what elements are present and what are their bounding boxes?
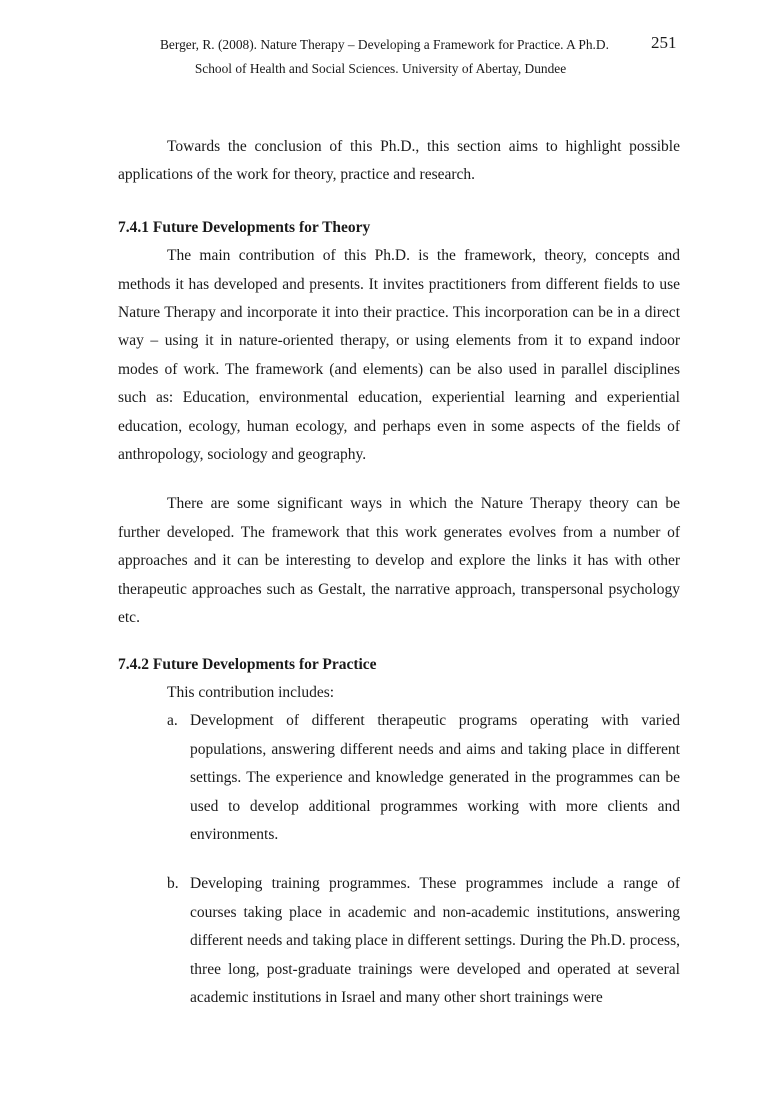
theory-paragraph-1: The main contribution of this Ph.D. is the framework, theory, concepts and methods it has developed and presents. It invites practitioners from different fields to use Nature Therapy and incorporate it into their practice. This incorporation can be in a direct way – using it in nature-oriented therapy, or using elements from it to expand indoor modes of work. The framework (and elements) can be also used in parallel disciplines such as: Education, environmental education, experiential learning and experiential education, ecology, human ecology, and perhaps even in some aspects of the fields of anthropology, sociology and geography. [118,247,680,464]
contribution-list [118,707,680,1012]
section-heading-practice: 7.4.2 Future Developments for Practice [118,655,377,673]
header-institution: School of Health and Social Sciences. University of Abertay, Dundee [194,61,567,76]
page-body [118,133,680,1012]
page-number: 251 [651,33,677,52]
practice-lead: This contribution includes: [167,683,335,701]
list-item-text: Developing training programmes. These programmes include a range of courses taking place in academic and non-academic institutions, answering different needs and taking place in different settings. During the Ph.D. process, three long, post-graduate trainings were developed and operated at several academic institutions in Israel and many other short trainings were [190,875,680,1006]
intro-paragraph: Towards the conclusion of this Ph.D., this section aims to highlight possible applications of the work for theory, practice and research. [118,138,680,184]
list-item [118,870,680,1012]
list-item [118,707,680,849]
section-heading-theory: 7.4.1 Future Developments for Theory [118,218,371,236]
header-citation: Berger, R. (2008). Nature Therapy – Developing a Framework for Practice. A Ph.D. [160,37,609,52]
theory-paragraph-2: There are some significant ways in which the Nature Therapy theory can be further developed. The framework that this work generates evolves from a number of approaches and it can be interesting to develop and explore the links it has with other therapeutic approaches such as Gestalt, the narrative approach, transpersonal psychology etc. [118,495,680,627]
list-item-text: Development of different therapeutic programs operating with varied populations, answering different needs and aims and taking place in different settings. The experience and knowledge generated in the programmes can be used to develop additional programmes working with more clients and environments. [190,712,680,843]
list-marker: b. [167,875,179,893]
list-marker: a. [167,712,178,730]
